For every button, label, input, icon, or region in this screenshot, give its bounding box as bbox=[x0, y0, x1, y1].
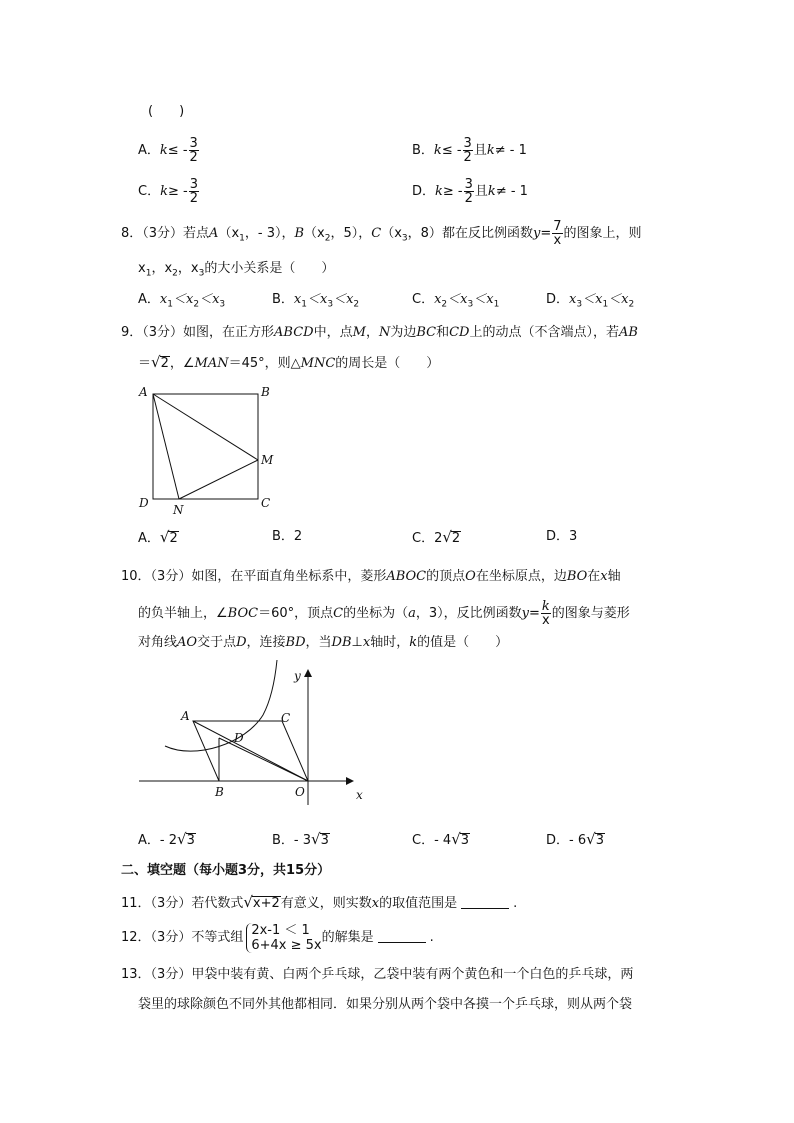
q7-option-b[interactable]: B．k≤ - $\frac{3}{2}$ 且k≠ - 1 bbox=[412, 136, 527, 165]
label-b: B bbox=[215, 785, 224, 799]
label-b: B bbox=[261, 385, 270, 399]
hyperbola-curve bbox=[165, 660, 277, 751]
q8-option-c[interactable]: C．$x_2<x_3<x_1$ bbox=[412, 292, 500, 310]
fraction: $\frac{7}{x}$ bbox=[553, 219, 562, 248]
section-heading-fill-in: 二、填空题（每小题3分，共15分） bbox=[121, 863, 331, 878]
label-n: N bbox=[173, 503, 184, 517]
fraction: $\frac{3}{2}$ bbox=[464, 177, 473, 206]
q11-answer-blank[interactable] bbox=[461, 908, 509, 909]
label-c: C bbox=[281, 711, 291, 725]
inequality-system: 2x-1 ＜ 1 6+4x ≥ 5x bbox=[246, 923, 321, 953]
q9-square-figure bbox=[135, 383, 285, 518]
q10-option-c[interactable]: C．- 4√3 bbox=[412, 830, 470, 848]
q13-stem-line2: 袋里的球除颜色不同外其他都相同．如果分别从两个袋中各摸一个乒乓球，则从两个袋 bbox=[138, 997, 633, 1012]
q12-stem: 12．（3分）不等式组 2x-1 ＜ 1 6+4x ≥ 5x 的解集是 . bbox=[121, 922, 434, 953]
q10-stem-line2: 的负半轴上，∠BOC＝60°，顶点C的坐标为（a，3），反比例函数y= $\frac{k}{x}$ 的图象与菱形 bbox=[138, 599, 630, 628]
q7-option-a[interactable]: A．k≤ - $\frac{3}{2}$ bbox=[138, 136, 198, 165]
fraction: $\frac{k}{x}$ bbox=[541, 599, 550, 628]
q10-stem-line1: 10．（3分）如图，在平面直角坐标系中，菱形ABOC的顶点O在坐标原点，边BO在x轴 bbox=[121, 569, 621, 584]
segment-d-o bbox=[219, 738, 308, 781]
label-d: D bbox=[234, 731, 244, 745]
fraction: $\frac{3}{2}$ bbox=[189, 177, 198, 206]
q13-stem-line1: 13．（3分）甲袋中装有黄、白两个乒乓球，乙袋中装有两个黄色和一个白色的乒乓球，两 bbox=[121, 967, 634, 982]
q9-stem-line1: 9．（3分）如图，在正方形ABCD中，点M，N为边BC和CD上的动点（不含端点），若AB bbox=[121, 325, 638, 340]
diagonal-ao bbox=[193, 721, 308, 781]
q9-option-d[interactable]: D．3 bbox=[546, 529, 578, 544]
q8-option-d[interactable]: D．$x_3<x_1<x_2$ bbox=[546, 292, 635, 310]
q9-option-b[interactable]: B．2 bbox=[272, 529, 303, 544]
q10-rhombus-figure bbox=[135, 660, 375, 805]
label-x: x bbox=[356, 788, 363, 802]
q9-option-a[interactable]: A．√2 bbox=[138, 528, 178, 546]
label-a: A bbox=[181, 709, 190, 723]
q11-stem: 11．（3分）若代数式√x+2有意义，则实数x的取值范围是 . bbox=[121, 893, 518, 911]
q10-option-a[interactable]: A．- 2√3 bbox=[138, 830, 195, 848]
label-a: A bbox=[139, 385, 148, 399]
q10-stem-line3: 对角线AO交于点D，连接BD，当DB⊥x轴时，k的值是（ ） bbox=[138, 635, 509, 650]
q8-option-b[interactable]: B．$x_1<x_3<x_2$ bbox=[272, 292, 360, 310]
q8-stem-line1: 8．（3分）若点$A(x_1$，- 3），$B(x_2$，5），$C(x_3$，8）都在反比例函数y= $\frac{7}{x}$ 的图象上，则 bbox=[121, 219, 642, 248]
q7-option-d[interactable]: D．k≥ - $\frac{3}{2}$ 且k≠ - 1 bbox=[412, 177, 528, 206]
label-y: y bbox=[294, 669, 301, 683]
q12-answer-blank[interactable] bbox=[378, 942, 426, 943]
q8-option-a[interactable]: A．$x_1<x_2<x_3$ bbox=[138, 292, 226, 310]
fraction: $\frac{3}{2}$ bbox=[189, 136, 198, 165]
q7-answer-bracket: ( ) bbox=[148, 104, 185, 119]
label-d: D bbox=[139, 496, 149, 510]
q10-option-b[interactable]: B．- 3√3 bbox=[272, 830, 329, 848]
label-m: M bbox=[261, 453, 274, 467]
q7-option-c[interactable]: C．k≥ - $\frac{3}{2}$ bbox=[138, 177, 198, 206]
q9-stem-line2: ＝√2，∠MAN＝45°，则△MNC的周长是（ ） bbox=[138, 353, 440, 371]
fraction: $\frac{3}{2}$ bbox=[463, 136, 472, 165]
segment-am bbox=[153, 394, 258, 460]
q9-option-c[interactable]: C．2√2 bbox=[412, 528, 461, 546]
segment-mn bbox=[179, 460, 258, 499]
q8-stem-line2: $x_1$，$x_2$，$x_3$的大小关系是（ ） bbox=[138, 261, 335, 279]
label-o: O bbox=[295, 785, 305, 799]
square-abcd bbox=[153, 394, 258, 499]
segment-an bbox=[153, 394, 179, 499]
label-c: C bbox=[261, 496, 271, 510]
q10-option-d[interactable]: D．- 6√3 bbox=[546, 830, 604, 848]
